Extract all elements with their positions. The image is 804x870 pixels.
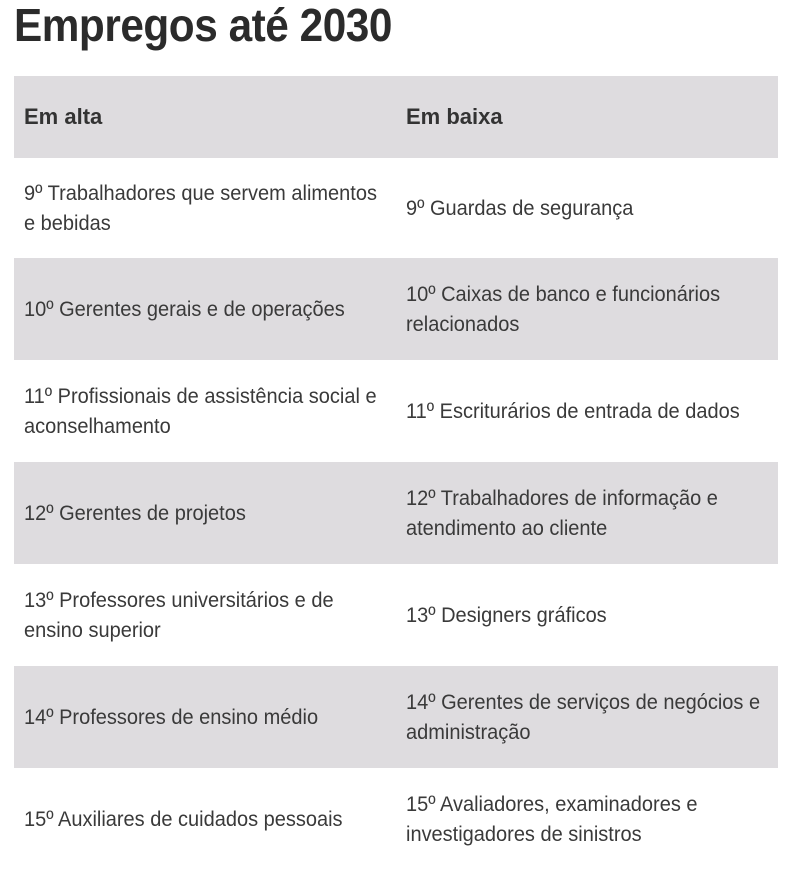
cell-em-baixa: [396, 768, 778, 870]
cell-em-alta: [14, 158, 396, 258]
table-row: [14, 258, 778, 360]
cell-em-alta: [14, 462, 396, 564]
jobs-table: [14, 76, 778, 870]
cell-text: 9º Guardas de segurança: [406, 196, 634, 220]
table-row: [14, 462, 778, 564]
cell-em-baixa: [396, 564, 778, 666]
cell-em-alta: [14, 768, 396, 870]
cell-text: 15º Avaliadores, examinadores e investigadores de sinistros: [406, 792, 698, 846]
cell-em-baixa: [396, 462, 778, 564]
table-row: [14, 564, 778, 666]
header-em-baixa: Em baixa: [396, 76, 778, 158]
page-title: Empregos até 2030: [14, 0, 392, 51]
cell-em-baixa: [396, 666, 778, 768]
table-row: [14, 360, 778, 462]
cell-em-alta: [14, 564, 396, 666]
cell-text: 13º Designers gráficos: [406, 603, 607, 627]
cell-text: 15º Auxiliares de cuidados pessoais: [24, 807, 343, 831]
cell-text: 9º Trabalhadores que servem alimentos e bebidas: [24, 181, 377, 235]
table-row: [14, 768, 778, 870]
cell-em-alta: [14, 666, 396, 768]
table-row: [14, 666, 778, 768]
cell-text: 10º Gerentes gerais e de operações: [24, 297, 345, 321]
cell-text: 12º Gerentes de projetos: [24, 501, 246, 525]
cell-em-alta: [14, 258, 396, 360]
cell-em-baixa: [396, 360, 778, 462]
cell-text: 12º Trabalhadores de informação e atendimento ao cliente: [406, 486, 718, 540]
cell-text: 14º Gerentes de serviços de negócios e administração: [406, 690, 761, 744]
table-row: [14, 158, 778, 258]
cell-em-baixa: [396, 158, 778, 258]
cell-text: 14º Professores de ensino médio: [24, 705, 319, 729]
header-em-alta: Em alta: [14, 76, 396, 158]
cell-text: 11º Profissionais de assistência social e aconselhamento: [24, 384, 377, 438]
cell-text: 13º Professores universitários e de ensino superior: [24, 588, 334, 642]
cell-text: 10º Caixas de banco e funcionários relacionados: [406, 282, 721, 336]
cell-text: 11º Escriturários de entrada de dados: [406, 399, 740, 423]
cell-em-baixa: [396, 258, 778, 360]
table-header-row: [14, 76, 778, 158]
cell-em-alta: [14, 360, 396, 462]
